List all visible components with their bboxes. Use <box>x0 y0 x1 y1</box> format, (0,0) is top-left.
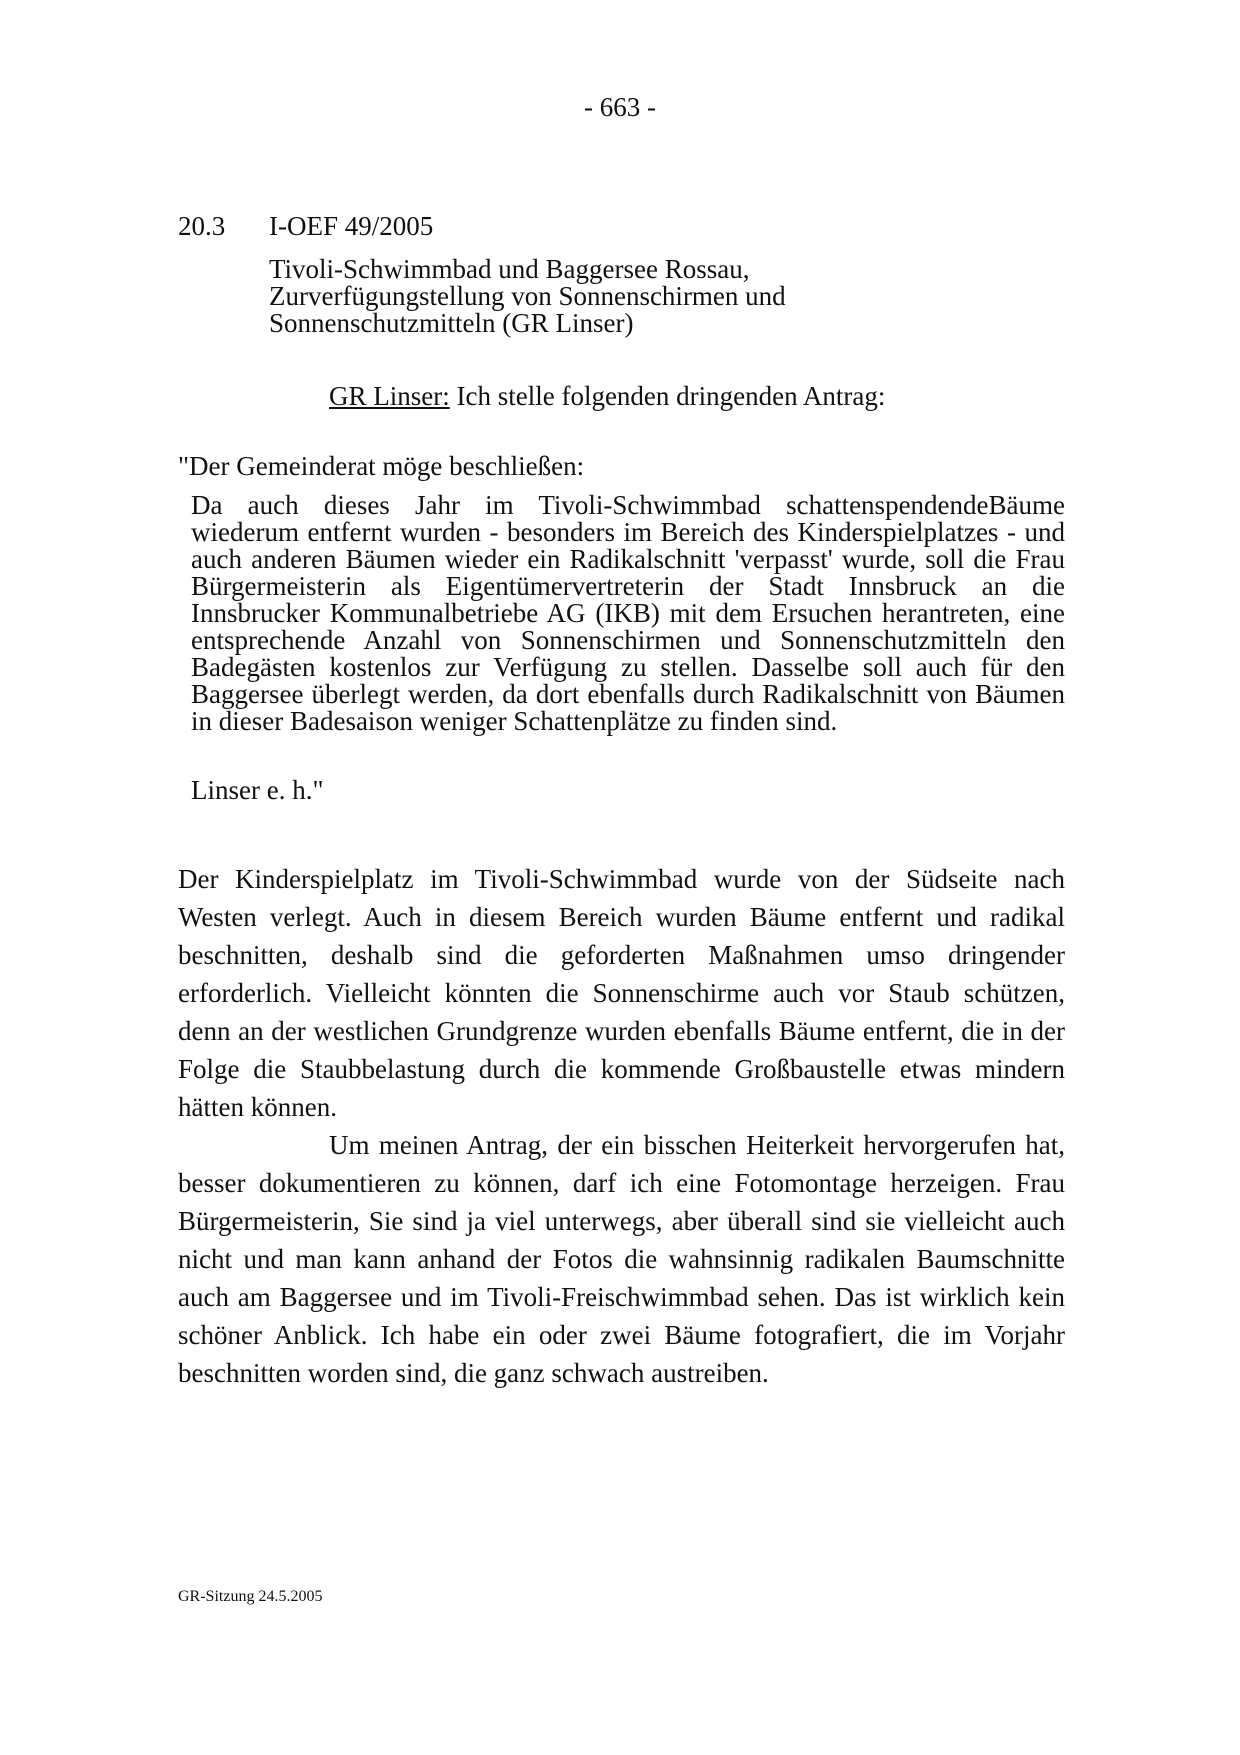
motion-signature: Linser e. h." <box>191 775 324 805</box>
motion-opening: "Der Gemeinderat möge beschließen: <box>178 451 585 481</box>
page-number: - 663 - <box>584 92 656 122</box>
speaker-name: GR Linser: <box>329 381 450 411</box>
motion-intro <box>329 381 885 412</box>
footer-session-date: GR-Sitzung 24.5.2005 <box>178 1588 323 1605</box>
motion-intro-text: Ich stelle folgenden dringenden Antrag: <box>449 381 886 411</box>
motion-text: Da auch dieses Jahr im Tivoli-Schwimmbad schattenspendendeBäume wiederum entfernt wurden - besonders im Bereich des Kinderspielplatzes - und auch anderen Bäumen wieder ein Radikalschnitt 'verpasst' wurde, soll die Frau Bürgermeisterin als Eigentümervertreterin der Stadt Innsbruck an die Innsbrucker Kommunalbetriebe AG (IKB) mit dem Ersuchen herantreten, eine entsprechende Anzahl von Sonnenschirmen und Sonnenschutzmitteln den Badegästen kostenlos zur Verfügung zu stellen. Dasselbe soll auch für den Baggersee überlegt werden, da dort ebenfalls durch Radikalschnitt von Bäumen in dieser Badesaison weniger Schattenplätze zu finden sind. <box>191 490 1065 736</box>
agenda-item-number: 20.3 <box>178 211 226 241</box>
agenda-item-reference: I-OEF 49/2005 <box>269 211 434 241</box>
body-paragraph-2: Um meinen Antrag, der ein bisschen Heiterkeit hervorgerufen hat, besser dokumentieren zu können, darf ich eine Fotomontage herzeigen. Frau Bürgermeisterin, Sie sind ja viel unterwegs, aber überall sind sie vielleicht auch nicht und man kann anhand der Fotos die wahnsinnig radikalen Baumschnitte auch am Baggersee und im Tivoli-Freischwimmbad sehen. Das ist wirklich kein schöner Anblick. Ich habe ein oder zwei Bäume fotografiert, die im Vorjahr beschnitten worden sind, die ganz schwach austreiben. <box>178 1130 1065 1388</box>
agenda-item-title: Tivoli-Schwimmbad und Baggersee Rossau, Zurverfügungstellung von Sonnenschirmen und Sonnenschutzmitteln (GR Linser) <box>269 254 786 338</box>
body-paragraph-1: Der Kinderspielplatz im Tivoli-Schwimmbad wurde von der Südseite nach Westen verlegt. Auch in diesem Bereich wurden Bäume entfernt und radikal beschnitten, deshalb sind die geforderten Maßnahmen umso dringender erforderlich. Vielleicht könnten die Sonnenschirme auch vor Staub schützen, denn an der westlichen Grundgrenze wurden ebenfalls Bäume entfernt, die in der Folge die Staubbelastung durch die kommende Großbaustelle etwas mindern hätten können. <box>178 864 1065 1122</box>
